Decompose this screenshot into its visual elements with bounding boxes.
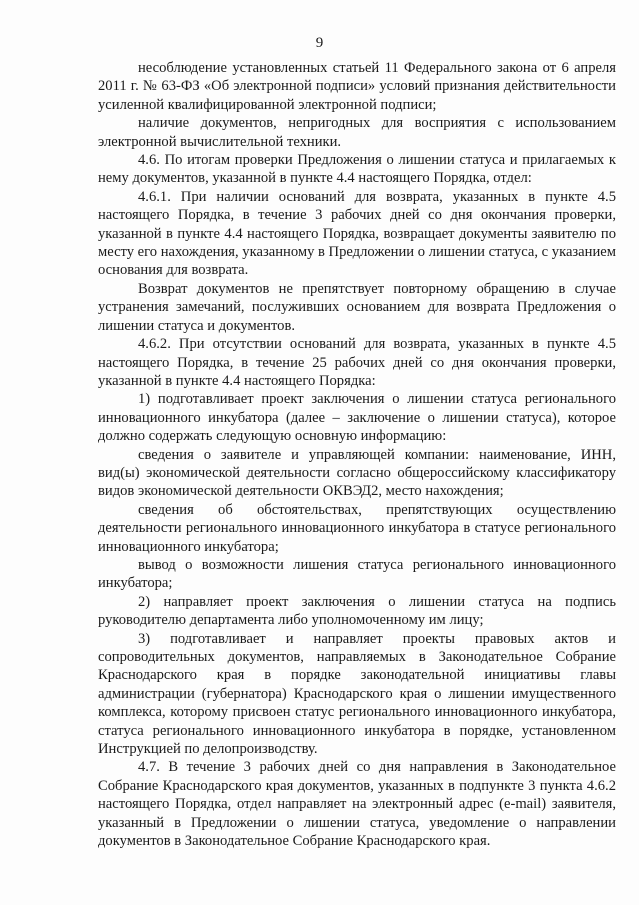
paragraph-applicant-info: сведения о заявителе и управляющей компании: наименование, ИНН, вид(ы) экономической деятельности согласно общероссийскому классификатору видов экономической деятельности ОКВЭД2, место нахождения;: [98, 446, 616, 500]
paragraph-conclusion: вывод о возможности лишения статуса регионального инновационного инкубатора;: [98, 556, 616, 592]
paragraph-circumstances: сведения об обстоятельствах, препятствующих осуществлению деятельности регионального инновационного инкубатора в статусе регионального инновационного инкубатора;: [98, 501, 616, 555]
paragraph-4-7: 4.7. В течение 3 рабочих дней со дня направления в Законодательное Собрание Краснодарского края документов, указанных в подпункте 3 пункта 4.6.2 настоящего Порядка, отдел направляет на электронный адрес (e-mail) заявителя, указанный в Предложении о лишении статуса, уведомление о направлении документов в Законодательное Собрание Краснодарского края.: [98, 759, 616, 850]
paragraph-4-6: 4.6. По итогам проверки Предложения о лишении статуса и прилагаемых к нему документов, указанной в пункте 4.4 настоящего Порядка, отдел:: [98, 152, 616, 187]
paragraph-4-6-1: 4.6.1. При наличии оснований для возврата, указанных в пункте 4.5 настоящего Порядка, в течение 3 рабочих дней со дня окончания проверки, указанной в пункте 4.4 настоящего Порядка, возвращает документы заявителю по месту его нахождения, указанному в Предложении о лишении статуса, с указанием основания для возврата.: [98, 188, 616, 279]
paragraph-4-6-2: 4.6.2. При отсутствии оснований для возврата, указанных в пункте 4.5 настоящего Порядка, в течение 25 рабочих дней со дня окончания проверки, указанной в пункте 4.4 настоящего Порядка:: [98, 336, 616, 389]
paragraph-item-3: 3) подготавливает и направляет проекты правовых актов и сопроводительных документов, направляемых в Законодательное Собрание Краснодарского края в порядке законодательной инициативы главы администрации (губернатора) Краснодарского края о лишении имущественного комплекса, которому присвоен статус регионального инновационного инкубатора, статуса регионального инновационного инкубатора в порядке, установленном Инструкцией по делопроизводству.: [98, 630, 616, 758]
paragraph-item-2: 2) направляет проект заключения о лишении статуса на подпись руководителю департамента либо уполномоченному им лицу;: [98, 593, 616, 629]
paragraph-signature-noncompliance: несоблюдение установленных статьей 11 Федерального закона от 6 апреля 2011 г. № 63-ФЗ «Об электронной подписи» условий признания действительности усиленной квалифицированной электронной подписи;: [98, 60, 616, 113]
paragraph-unreadable-documents: наличие документов, непригодных для восприятия с использованием электронной вычислительной техники.: [98, 115, 616, 150]
page-number: 9: [315, 35, 324, 51]
paragraph-item-1: 1) подготавливает проект заключения о лишении статуса регионального инновационного инкубатора (далее – заключение о лишении статуса), которое должно содержать следующую основную информацию:: [98, 391, 616, 445]
paragraph-return-note: Возврат документов не препятствует повторному обращению в случае устранения замечаний, послуживших основанием для возврата Предложения о лишении статуса и документов.: [98, 280, 616, 334]
document-body: [98, 59, 616, 850]
